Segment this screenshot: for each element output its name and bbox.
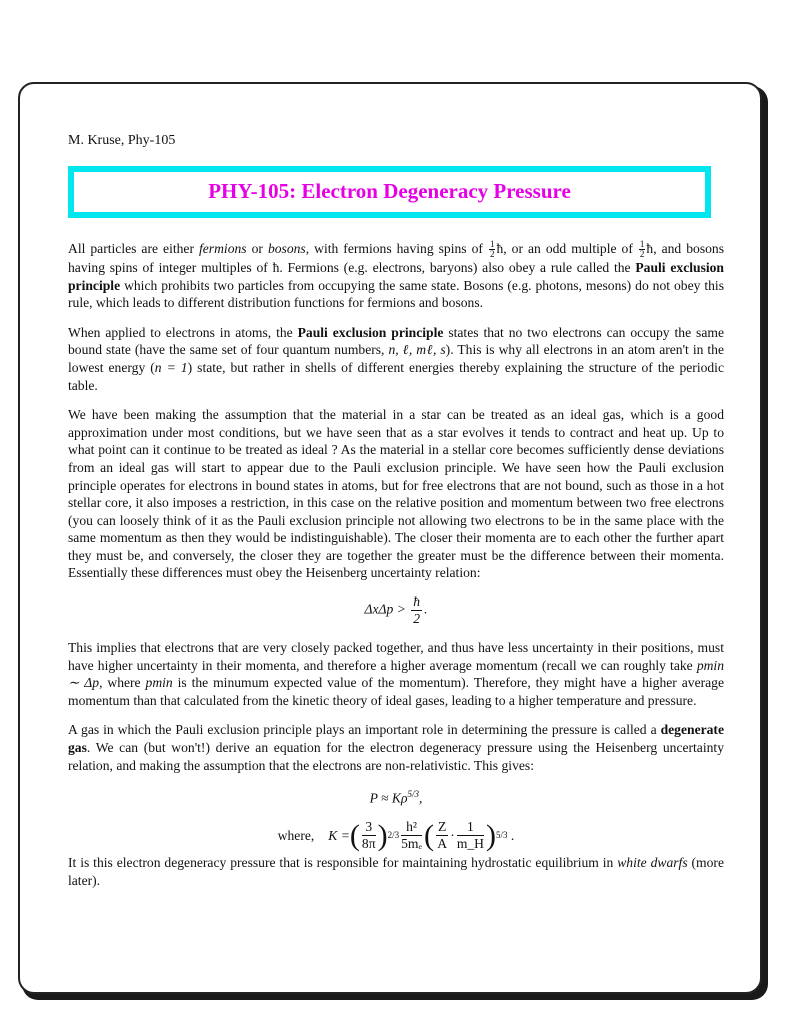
paren-right: ) (377, 819, 388, 853)
fraction-numerator: ħ (413, 594, 421, 610)
paragraph-degenerate-gas (68, 721, 724, 774)
equation-k: where, K = ( $\frac{3}{8\pi}$ ) 2/3 $\frac{\text{h²}}{\text{5mₑ}}$ ( $\frac{Z}{A}$ · $\frac{1}{m\_H}$ ) 5/3 . (277, 819, 515, 853)
fraction-denominator: 2 (639, 248, 645, 259)
fraction-numerator: 1 (639, 238, 645, 249)
term-bosons: bosons (267, 240, 306, 256)
text: It is this electron degeneracy pressure that is responsible for maintaining hydrostatic equilibrium in (68, 855, 618, 871)
text: . We can (but won't!) derive an equation for the electron degeneracy pressure using the Heisenberg uncertainty relation, and making the assumption that the electrons are non-relativistic. This gives: (68, 740, 724, 773)
fraction-half (639, 240, 646, 259)
paragraph-fermions-bosons (68, 240, 724, 312)
page (18, 82, 762, 994)
text: or (246, 240, 268, 256)
equation-lhs: ΔxΔp > (364, 601, 406, 617)
fraction-denominator: 8π (361, 836, 376, 852)
fraction-denominator: m_H (456, 836, 484, 852)
fraction-h2-over-5me (401, 819, 422, 852)
text: ħ, and bosons having spins of integer multiples of ħ. Fermions (e.g. electrons, baryons) also obey a rule called the (68, 240, 725, 275)
paragraph-electrons-atoms (68, 324, 724, 394)
fraction-z-over-a (436, 819, 448, 852)
fraction-denominator: 5mₑ (401, 836, 422, 852)
fraction-numerator: 1 (489, 238, 495, 249)
equation-k-lhs: K = (328, 828, 350, 844)
equation-pressure: $P \approx K\rho^{5/3}$, (369, 789, 423, 806)
text: , with fermions having spins of (305, 240, 488, 256)
fraction-denominator: 2 (489, 248, 495, 259)
math-n1: n = 1 (154, 359, 188, 375)
math-relation: pmin ∼ Δp (68, 657, 724, 691)
paragraph-ideal-gas: We have been making the assumption that the material in a star can be treated as an ideal gas, which is a good approximation under most conditions, but we have seen that as a star evolves it tends to contract and heat up. Up to what point can it continue to be treated as ideal ? As the material in a stellar core becomes sufficiently dense deviations from an ideal gas will start to appear due to the Pauli exclusion principle. We have seen how the Pauli exclusion principle operates for electrons in bound states in atoms, but for free electrons that are not bound, such as those in a hot stellar core, it also imposes a restriction, in this case on the relative position and momentum between two free electrons (you can loosely think of it as the Pauli exclusion principle not allowing two electrons to be in the same place with the same momentum as then they would be indistinguishable). The closer their momenta are to each other the further apart they must be, and conversely, the closer they are together the greater must be the difference between their momenta. Essentially these differences must obey the Heisenberg uncertainty relation: (68, 407, 724, 581)
fraction-numerator: 1 (457, 819, 484, 836)
equation-pressure-lhs: P ≈ Kρ (369, 790, 408, 806)
text: which prohibits two particles from occupying the same state. Bosons (e.g. photons, mesons) do not obey this rule, which leads to different distribution functions for fermions and bosons. (68, 277, 724, 311)
fraction-hbar-over-2 (411, 594, 422, 627)
paren-left: ( (349, 819, 360, 853)
term-fermions: fermions (199, 240, 247, 256)
text: (more later). (68, 855, 724, 888)
text: When applied to electrons in atoms, the (68, 324, 298, 340)
exponent: 2/3 (387, 830, 400, 841)
term-degenerate-gas: degenerate gas (68, 722, 724, 756)
term-pauli: Pauli exclusion principle (297, 324, 444, 340)
fraction-numerator: h² (401, 819, 422, 836)
where-label: where, (277, 828, 315, 844)
paren-right: ) (486, 819, 496, 853)
fraction-3-over-8pi (362, 819, 376, 852)
text: states that no two electrons can occupy the same bound state (have the same set of four quantum numbers, (68, 324, 724, 358)
text: All particles are either (68, 240, 199, 256)
document-body (68, 132, 724, 902)
text: This implies that electrons that are very closely packed together, and thus have less uncertainty in their positions, must have higher uncertainty in their momenta, and therefore a higher average momentum (recall we can roughly take (68, 640, 724, 673)
text: ) state, but rather in shells of different energies thereby explaining the structure of the periodic table. (68, 359, 724, 393)
fraction-numerator: Z (437, 819, 447, 835)
text: ħ, or an odd multiple of (496, 240, 638, 256)
title-box (68, 166, 711, 218)
fraction-numerator: 3 (362, 819, 376, 836)
exponent: 5/3 (496, 830, 508, 841)
equation-heisenberg: ΔxΔp > $\frac{ħ}{2}$ . (364, 594, 428, 627)
paragraph-momentum (68, 639, 724, 709)
page-title: PHY-105: Electron Degeneracy Pressure (208, 178, 571, 203)
fraction-1-over-mh (457, 819, 484, 852)
term-white-dwarfs: white dwarfs (617, 855, 688, 871)
term-pauli: Pauli exclusion principle (68, 259, 724, 293)
math-pmin: pmin (145, 675, 173, 691)
text: ). This is why all electrons in an atom aren't in the lowest energy ( (68, 342, 724, 375)
fraction-denominator: 2 (413, 611, 421, 627)
fraction-half (489, 240, 496, 259)
text: , where (99, 675, 146, 691)
dot-operator: · (450, 828, 455, 844)
author-line: M. Kruse, Phy-105 (68, 133, 176, 148)
paren-left: ( (423, 819, 434, 853)
quantum-numbers: n, ℓ, mℓ, s (388, 342, 446, 358)
paragraph-white-dwarfs (68, 854, 724, 889)
exponent: 5/3 (407, 789, 420, 800)
text: A gas in which the Pauli exclusion principle plays an important role in determining the pressure is called a (68, 722, 661, 738)
fraction-denominator: A (437, 836, 448, 852)
text: is the minumum expected value of the momentum). Therefore, they might have a higher average momentum than that calculated from the kinetic theory of ideal gases, leading to a higher temperature and pressure. (68, 675, 724, 708)
